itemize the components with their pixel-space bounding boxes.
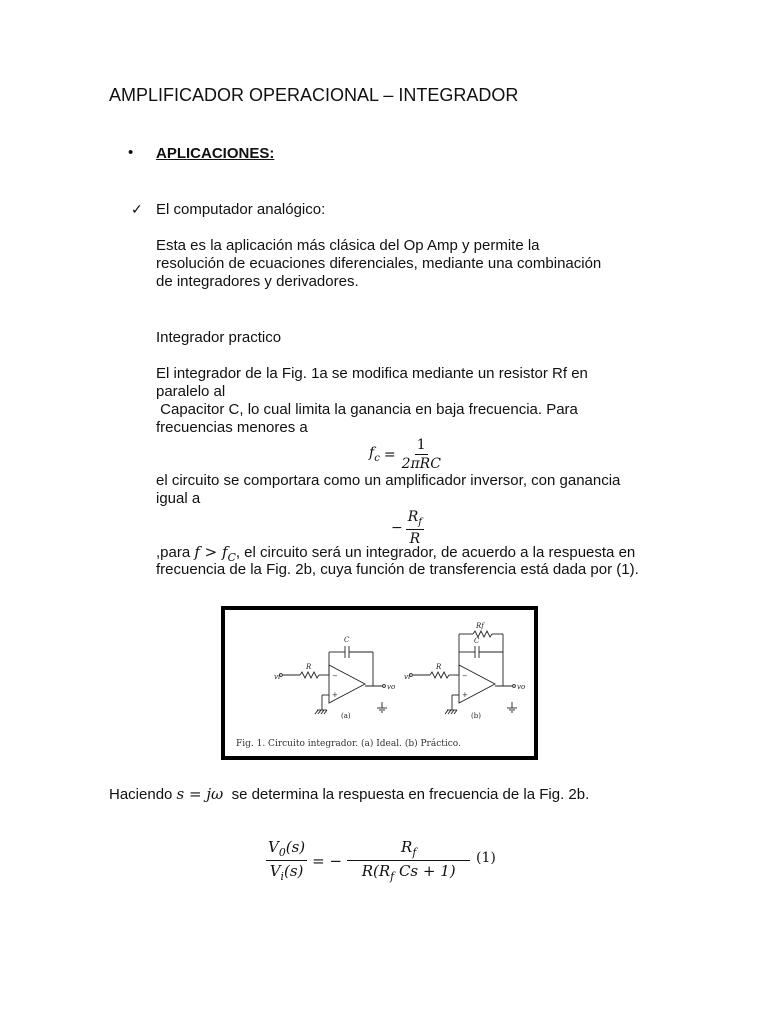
equation-gain-numerator: $R_f$ bbox=[407, 509, 423, 528]
computer-heading: El computador analógico: bbox=[156, 201, 326, 218]
label-vo-a: vo bbox=[387, 683, 396, 691]
equation-gain-denominator: R bbox=[409, 530, 421, 547]
document-title: AMPLIFICADOR OPERACIONAL – INTEGRADOR bbox=[109, 85, 519, 105]
label-b: (b) bbox=[471, 712, 481, 720]
figure-caption: Fig. 1. Circuito integrador. (a) Ideal. (b) Práctico. bbox=[236, 739, 461, 749]
label-r-b: R bbox=[436, 663, 442, 671]
checkmark-icon: ✓ bbox=[131, 201, 143, 217]
equation-transfer-rhs-num: $R_f$ bbox=[347, 838, 470, 861]
equation-transfer bbox=[266, 838, 470, 883]
label-vi-a: vi bbox=[274, 673, 281, 681]
label-a: (a) bbox=[341, 712, 351, 720]
label-plus-b: + bbox=[462, 691, 468, 699]
haciendo-line bbox=[109, 785, 589, 804]
label-vi-b: vi bbox=[404, 673, 411, 681]
condition-f-gt-fc: $f > f_C$ bbox=[194, 543, 236, 564]
paragraph-line: Capacitor C, lo cual limita la ganancia en baja frecuencia. Para bbox=[156, 401, 578, 418]
figure-integrator-circuits bbox=[221, 606, 538, 760]
integrator-heading: Integrador practico bbox=[156, 329, 282, 346]
haciendo-prefix: Haciendo bbox=[109, 786, 177, 803]
para-suffix: , el circuito será un integrador, de acuerdo a la respuesta en bbox=[235, 544, 636, 561]
equation-transfer-rhs-den: $R(R_f$ Cs + 1) bbox=[361, 862, 456, 883]
paragraph-line: paralelo al bbox=[156, 383, 226, 400]
circuit-diagram bbox=[225, 610, 534, 756]
label-minus-b: − bbox=[462, 672, 468, 680]
equation-number: (1) bbox=[476, 850, 496, 866]
equation-fc-denominator: 2πRC bbox=[401, 456, 441, 472]
label-c-a: C bbox=[344, 636, 350, 644]
equation-transfer-lhs-den: $V_i(s)$ bbox=[269, 862, 304, 883]
equation-fc-fraction bbox=[400, 437, 443, 472]
bullet-marker: • bbox=[128, 144, 134, 161]
equation-transfer-rhs bbox=[347, 838, 470, 883]
haciendo-suffix: se determina la respuesta en frecuencia de la Fig. 2b. bbox=[223, 786, 590, 803]
paragraph-line: resolución de ecuaciones diferenciales, mediante una combinación bbox=[156, 255, 602, 272]
label-plus-a: + bbox=[332, 691, 338, 699]
label-rf-b: Rf bbox=[476, 622, 484, 630]
label-c-b: C bbox=[474, 637, 480, 645]
para-prefix: ,para bbox=[156, 544, 195, 561]
equation-transfer-lhs-num: $V_0(s)$ bbox=[268, 838, 306, 859]
paragraph-line: frecuencia de la Fig. 2b, cuya función de transferencia está dada por (1). bbox=[156, 561, 639, 578]
paragraph-line: frecuencias menores a bbox=[156, 419, 308, 436]
label-vo-b: vo bbox=[517, 683, 526, 691]
equation-transfer-equals: = − bbox=[312, 851, 343, 870]
haciendo-expr: s = jω bbox=[176, 785, 224, 803]
paragraph-line: de integradores y derivadores. bbox=[156, 273, 359, 290]
equation-fc bbox=[369, 437, 443, 472]
paragraph-line: el circuito se comportara como un amplificador inversor, con ganancia bbox=[156, 472, 621, 489]
paragraph-line: Esta es la aplicación más clásica del Op Amp y permite la bbox=[156, 237, 540, 254]
paragraph-line: igual a bbox=[156, 490, 201, 507]
applications-heading: APLICACIONES: bbox=[156, 145, 275, 162]
label-minus-a: − bbox=[332, 672, 338, 680]
equation-gain-fraction bbox=[406, 509, 424, 547]
equation-fc-lhs: $f_c$ bbox=[369, 445, 380, 464]
paragraph-line: El integrador de la Fig. 1a se modifica mediante un resistor Rf en bbox=[156, 365, 588, 382]
equation-fc-equals: = bbox=[383, 446, 396, 463]
equation-transfer-lhs bbox=[266, 838, 307, 883]
label-r-a: R bbox=[306, 663, 312, 671]
equation-gain-sign: − bbox=[391, 519, 403, 536]
equation-gain bbox=[391, 509, 424, 547]
equation-fc-numerator: 1 bbox=[416, 437, 426, 453]
